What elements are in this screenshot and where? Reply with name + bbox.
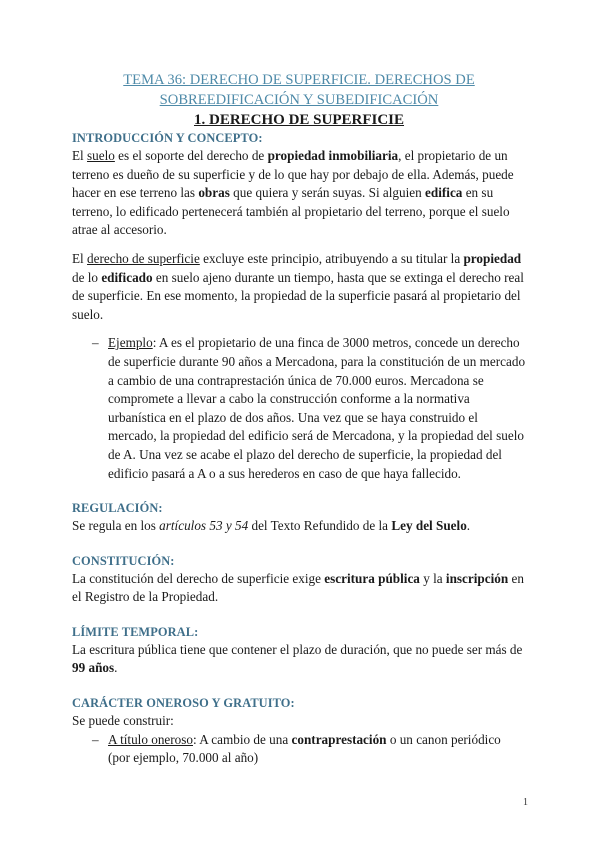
page-number: 1 <box>523 797 528 808</box>
paragraph-intro-2: El derecho de superficie excluye este principio, atribuyendo a su titular la propiedad de lo edificado en suelo ajeno durante un tiempo, hasta que se extinga el derecho real de superficie. En ese momento, la propiedad de la superficie pasará al propietario del suelo. <box>72 250 524 322</box>
heading-caracter: CARÁCTER ONEROSO Y GRATUITO: <box>72 696 295 711</box>
example-label: Ejemplo <box>108 335 153 351</box>
paragraph-caracter-intro: Se puede construir: <box>72 713 174 729</box>
example-list-item <box>92 334 526 483</box>
section-title: 1. DERECHO DE SUPERFICIE <box>193 112 405 128</box>
paragraph-limite-temporal: La escritura pública tiene que contener el plazo de duración, que no puede ser más de 99 años. <box>72 641 523 676</box>
page-content <box>72 70 526 768</box>
document-title-line-2: SOBREEDIFICACIÓN Y SUBEDIFICACIÓN <box>159 92 439 108</box>
heading-regulacion: REGULACIÓN: <box>72 501 163 516</box>
heading-limite-temporal: LÍMITE TEMPORAL: <box>72 624 199 639</box>
heading-introduccion: INTRODUCCIÓN Y CONCEPTO: <box>72 131 263 145</box>
list-dash: – <box>92 731 99 747</box>
paragraph-regulacion: Se regula en los artículos 53 y 54 del Texto Refundido de la Ley del Suelo. <box>72 518 471 534</box>
paragraph-intro-1: El suelo es el soporte del derecho de propiedad inmobiliaria, el propietario de un terreno es dueño de su superficie y de lo que hay por debajo de ella. Además, puede hacer en ese terreno las obras que quiera y serán suyas. Si alguien edifica en su terreno, lo edificado pertenecerá también al propietario del terreno, porque el suelo atrae al accesorio. <box>72 148 514 238</box>
oneroso-label: A título oneroso <box>108 731 193 747</box>
paragraph-constitucion: La constitución del derecho de superficie exige escritura pública y la inscripción en el Registro de la Propiedad. <box>72 570 524 605</box>
list-dash: – <box>92 335 99 351</box>
heading-constitucion: CONSTITUCIÓN: <box>72 553 175 568</box>
document-title-line-1: TEMA 36: DERECHO DE SUPERFICIE. DERECHOS DE <box>123 72 475 88</box>
example-text: : A es el propietario de una finca de 3000 metros, concede un derecho de superficie durante 90 años a Mercadona, para la constitución de un mercado a cambio de una contraprestación única de 70.000 euros. Mercadona se compromete a llevar a cabo la construcción conforme a la normativa urbanística en el plazo de dos años. Una vez que se haya construido el mercado, la propiedad del edificio será de Mercadona, y la propiedad del suelo de A. Una vez se acabe el plazo del derecho de superficie, la propiedad del edificio pasará a A o a sus herederos en caso de que haya fallecido. <box>108 335 526 481</box>
oneroso-list-item: – A título oneroso: A cambio de una contraprestación o un canon periódico (por ejemplo, 70.000 al año) <box>92 731 526 768</box>
